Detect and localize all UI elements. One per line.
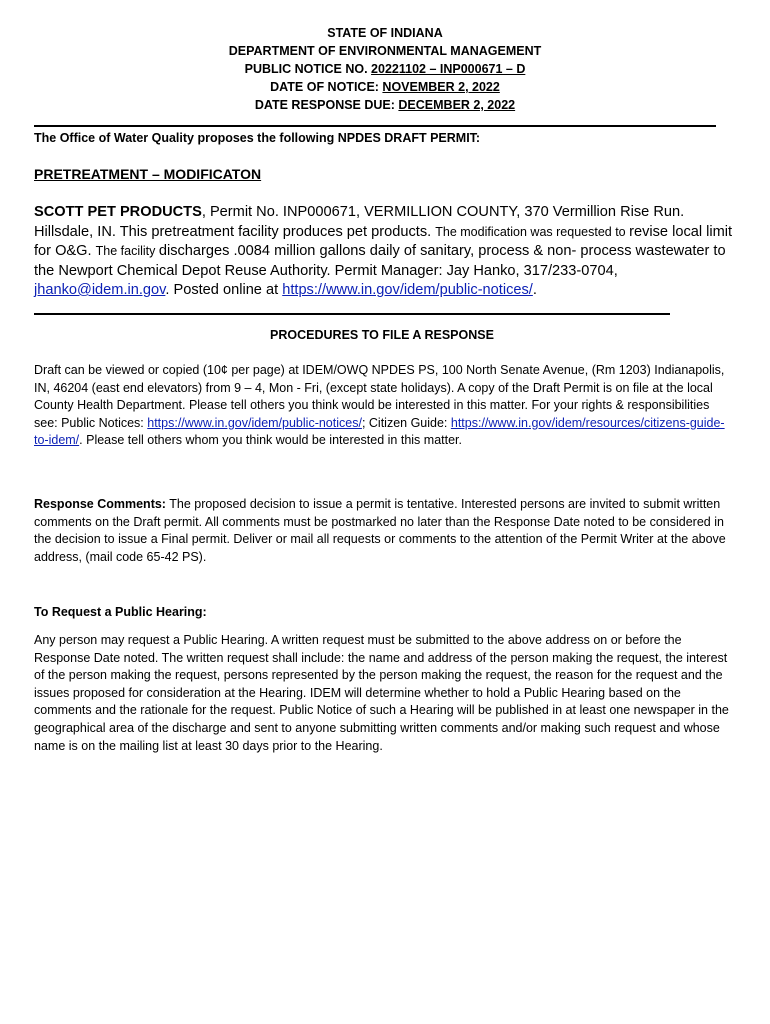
procedures-title: PROCEDURES TO FILE A RESPONSE — [270, 328, 494, 342]
section-title: PRETREATMENT – MODIFICATON — [34, 166, 262, 182]
date-response-due-value: DECEMBER 2, 2022 — [398, 98, 516, 112]
header-divider — [34, 125, 716, 127]
public-hearing-paragraph: Any person may request a Public Hearing. A written request must be submitted to the above address on or before the Response Date noted. The written request shall include: the name and address of the person making the request, the interest of the person making the request, persons represented by the person making the request, the reason for the request and the issues proposed for consideration at the Hearing. IDEM will determine whether to hold a Public Hearing based on the comments and the rationale for the request. Public Notice of such a Hearing will be published in at least one newspaper in the geographical area of the discharge and sent to anyone submitting written comments and/or making such request and whose name is on the mailing list at least 30 days prior to the Hearing. — [34, 633, 729, 753]
procedures-paragraph: Draft can be viewed or copied (10¢ per page) at IDEM/OWQ NPDES PS, 100 North Senate Avenue, (Rm 1203) Indianapolis, IN, 46204 (east end elevators) from 9 – 4, Mon - Fri, (except state holidays). A copy of the Draft Permit is on file at the local County Health Department. Please tell others you think would be interested in this matter. For your rights & responsibilities see: Public Notices: https://www.in.gov/idem/public-notices/; Citizen Guide: https://www.in.gov/idem/resources/citizens-guide-to-idem/. Please tell others whom you think would be interested in this matter. — [34, 363, 725, 448]
permit-manager-email-link[interactable]: jhanko@idem.in.gov — [34, 282, 166, 298]
header-notice-number: PUBLIC NOTICE NO. 20221102 – INP000671 – D — [244, 62, 526, 76]
notice-header — [0, 24, 770, 114]
notice-number-value: 20221102 – INP000671 – D — [371, 62, 526, 76]
header-date-of-notice: DATE OF NOTICE: NOVEMBER 2, 2022 — [270, 80, 500, 94]
header-state: STATE OF INDIANA — [327, 26, 443, 40]
company-name: SCOTT PET PRODUCTS — [34, 204, 202, 220]
permit-divider — [34, 313, 670, 315]
intro-statement: The Office of Water Quality proposes the following NPDES DRAFT PERMIT: — [34, 131, 481, 145]
header-date-response-due: DATE RESPONSE DUE: DECEMBER 2, 2022 — [254, 98, 516, 112]
date-of-notice-value: NOVEMBER 2, 2022 — [382, 80, 500, 94]
header-department: DEPARTMENT OF ENVIRONMENTAL MANAGEMENT — [228, 44, 542, 58]
permit-description: SCOTT PET PRODUCTS, Permit No. INP000671, VERMILLION COUNTY, 370 Vermillion Rise Run. Hillsdale, IN. This pretreatment facility produces pet products. The modification was requested to revise local limit for O&G. The facility discharges .0084 million gallons daily of sanitary, process & non- process wastewater to the Newport Chemical Depot Reuse Authority. Permit Manager: Jay Hanko, 317/233-0704, jhanko@idem.in.gov. Posted online at https://www.in.gov/idem/public-notices/. — [34, 204, 733, 298]
citizens-guide-link[interactable]: https://www.in.gov/idem/resources/citizens-guide-to-idem/ — [34, 415, 725, 448]
public-notices-link[interactable]: https://www.in.gov/idem/public-notices/ — [282, 282, 533, 298]
response-comments-paragraph: Response Comments: The proposed decision to issue a permit is tentative. Interested persons are invited to submit written comments on the Draft permit. All comments must be postmarked no later than the Response Date noted to be considered in the decision to issue a Final permit. Deliver or mail all requests or comments to the attention of the Permit Writer at the above address, (mail code 65-42 PS). — [34, 497, 726, 564]
public-hearing-title: To Request a Public Hearing: — [34, 605, 207, 619]
response-comments-label: Response Comments: — [34, 497, 166, 511]
public-notices-rights-link[interactable]: https://www.in.gov/idem/public-notices/ — [147, 415, 362, 430]
